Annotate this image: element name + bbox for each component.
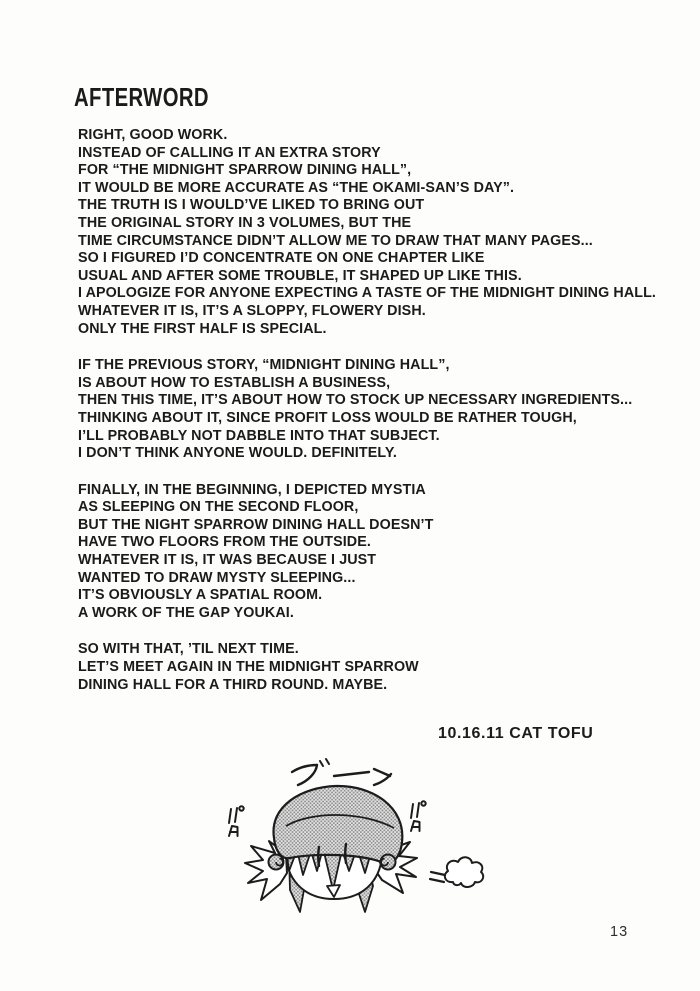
text-line: ONLY THE FIRST HALF IS SPECIAL. (78, 320, 327, 337)
text-line: THINKING ABOUT IT, SINCE PROFIT LOSS WOULD BE RATHER TOUGH, (78, 409, 577, 426)
text-line: FINALLY, IN THE BEGINNING, I DEPICTED MYSTIA (78, 481, 426, 498)
text-line: RIGHT, GOOD WORK. (78, 127, 228, 143)
chibi-mystia-drawing (216, 752, 496, 937)
text-line: IS ABOUT HOW TO ESTABLISH A BUSINESS, (78, 374, 391, 391)
hat (273, 786, 402, 865)
text-line: THEN THIS TIME, IT’S ABOUT HOW TO STOCK UP NECESSARY INGREDIENTS... (78, 392, 633, 409)
text-line: WHATEVER IT IS, IT WAS BECAUSE I JUST (78, 552, 377, 569)
exhale-puff-icon (430, 857, 483, 887)
paragraph (78, 357, 656, 463)
paragraph (78, 641, 656, 694)
text-line: WHATEVER IT IS, IT’S A SLOPPY, FLOWERY DISH. (78, 302, 426, 319)
eye (318, 847, 319, 866)
paragraph (78, 482, 656, 623)
chibi-character-doodle (216, 752, 496, 937)
text-line: LET’S MEET AGAIN IN THE MIDNIGHT SPARROW (78, 659, 419, 676)
text-line: IF THE PREVIOUS STORY, “MIDNIGHT DINING HALL”, (78, 357, 450, 374)
text-line: BUT THE NIGHT SPARROW DINING HALL DOESN’T (78, 516, 434, 533)
text-line: THE TRUTH IS I WOULD’VE LIKED TO BRING OUT (78, 197, 425, 214)
text-line: I’LL PROBABLY NOT DABBLE INTO THAT SUBJECT. (78, 427, 440, 444)
text-line: HAVE TWO FLOORS FROM THE OUTSIDE. (78, 534, 371, 551)
text-line: I DON’T THINK ANYONE WOULD. DEFINITELY. (78, 445, 397, 462)
text-line: WANTED TO DRAW MYSTY SLEEPING... (78, 569, 356, 586)
eye (345, 844, 346, 863)
text-line: SO I FIGURED I’D CONCENTRATE ON ONE CHAPTER LIKE (78, 250, 485, 267)
text-line: USUAL AND AFTER SOME TROUBLE, IT SHAPED UP LIKE THIS. (78, 267, 522, 284)
sound-effect-buun-icon (292, 759, 391, 785)
signature-date: 10.16.11 CAT TOFU (438, 725, 594, 742)
page-title: AFTERWORD (74, 82, 209, 112)
text-line: FOR “THE MIDNIGHT SPARROW DINING HALL”, (78, 162, 412, 179)
text-line: IT WOULD BE MORE ACCURATE AS “THE OKAMI-SAN’S DAY”. (78, 179, 515, 196)
text-line: INSTEAD OF CALLING IT AN EXTRA STORY (78, 144, 381, 161)
music-note-icon (411, 801, 426, 831)
text-line: IT’S OBVIOUSLY A SPATIAL ROOM. (78, 587, 323, 604)
paragraph (78, 127, 656, 338)
text-line: THE ORIGINAL STORY IN 3 VOLUMES, BUT THE (78, 214, 412, 231)
text-line: DINING HALL FOR A THIRD ROUND. MAYBE. (78, 676, 388, 693)
afterword-text (78, 127, 656, 713)
text-line: A WORK OF THE GAP YOUKAI. (78, 604, 294, 621)
page-number: 13 (610, 924, 629, 940)
text-line: SO WITH THAT, ’TIL NEXT TIME. (78, 641, 299, 658)
text-line: AS SLEEPING ON THE SECOND FLOOR, (78, 499, 359, 516)
text-line: I APOLOGIZE FOR ANYONE EXPECTING A TASTE OF THE MIDNIGHT DINING HALL. (78, 285, 656, 302)
music-note-icon (229, 806, 244, 836)
text-line: TIME CIRCUMSTANCE DIDN’T ALLOW ME TO DRAW THAT MANY PAGES... (78, 232, 593, 249)
